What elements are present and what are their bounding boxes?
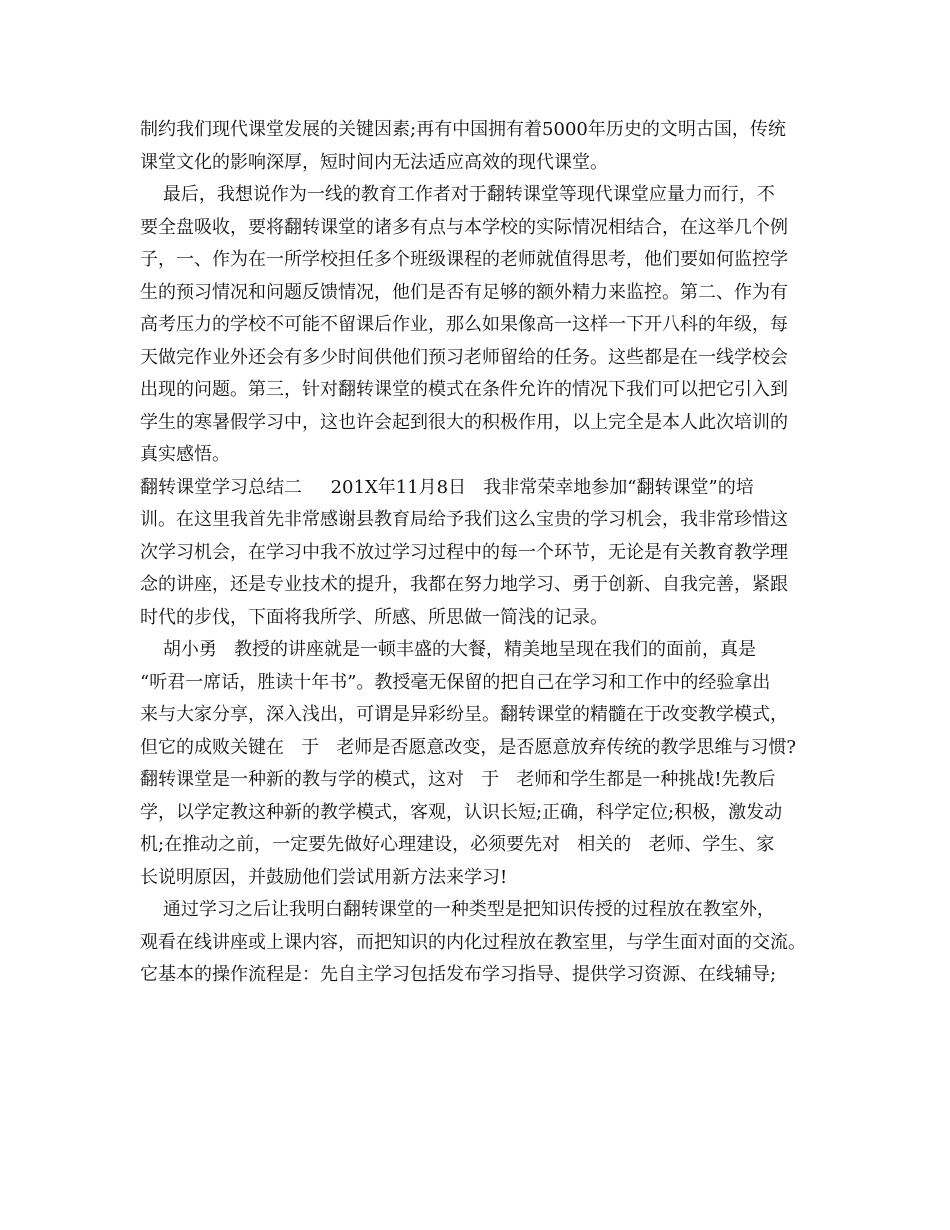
text-line: 时代的步伐，下面将我所学、所感、所思做一简浅的记录。: [140, 606, 608, 628]
text-line: 高考压力的学校不可能不留课后作业，那么如果像高一这样一下开八科的年级，每: [140, 314, 788, 335]
body-text: [140, 114, 830, 992]
text-line: 生的预习情况和问题反馈情况，他们是否有足够的额外精力来监控。第二、作为有: [140, 281, 788, 303]
text-line: 翻转课堂是一种新的教与学的模式，这对 于 老师和学生都是一种挑战!先教后: [140, 769, 776, 790]
text-line: 学生的寒暑假学习中，这也许会起到很大的积极作用，以上完全是本人此次培训的: [140, 411, 788, 433]
text-line: 最后，我想说作为一线的教育工作者对于翻转课堂等现代课堂应量力而行，不: [140, 184, 775, 205]
text-line: 来与大家分享，深入浅出，可谓是异彩纷呈。翻转课堂的精髓在于改变教学模式，: [140, 704, 788, 725]
text-line: 制约我们现代课堂发展的关键因素;再有中国拥有着5000年历史的文明古国，传统: [140, 119, 786, 140]
text-line: 出现的问题。第三，针对翻转课堂的模式在条件允许的情况下我们可以把它引入到: [140, 379, 788, 400]
text-line: 真实感悟。: [140, 444, 230, 465]
text-line: 子，一、作为在一所学校担任多个班级课程的老师就值得思考，他们要如何监控学: [140, 249, 788, 270]
text-line: 通过学习之后让我明白翻转课堂的一种类型是把知识传授的过程放在教室外，: [140, 899, 775, 920]
text-line: 天做完作业外还会有多少时间供他们预习老师留给的任务。这些都是在一线学校会: [140, 346, 788, 368]
text-line: 要全盘吸收，要将翻转课堂的诸多有点与本学校的实际情况相结合，在这举几个例: [140, 216, 788, 238]
text-line: 长说明原因，并鼓励他们尝试用新方法来学习!: [140, 866, 508, 888]
text-line: 次学习机会，在学习中我不放过学习过程中的每一个环节，无论是有关教育教学理: [140, 541, 788, 563]
text-line: “听君一席话，胜读十年书”。教授毫无保留的把自己在学习和工作中的经验拿出: [140, 671, 771, 693]
text-line: 但它的成败关键在 于 老师是否愿意改变，是否愿意放弃传统的教学思维与习惯?: [140, 736, 796, 758]
text-line: 观看在线讲座或上课内容，而把知识的内化过程放在教室里，与学生面对面的交流。: [140, 931, 806, 953]
text-line: 机;在推动之前，一定要先做好心理建设，必须要先对 相关的 老师、学生、家: [140, 834, 775, 855]
text-line: 它基本的操作流程是：先自主学习包括发布学习指导、提供学习资源、在线辅导;: [140, 964, 777, 985]
text-line: 胡小勇 教授的讲座就是一顿丰盛的大餐，精美地呈现在我们的面前，真是: [140, 639, 757, 660]
text-line: 学，以学定教这种新的教学模式，客观，认识长短;正确，科学定位;积极，激发动: [140, 801, 783, 823]
text-line: 课堂文化的影响深厚，短时间内无法适应高效的现代课堂。: [140, 151, 608, 173]
text-line: 训。在这里我首先非常感谢县教育局给予我们这么宝贵的学习机会，我非常珍惜这: [140, 509, 788, 530]
text-line: 念的讲座，还是专业技术的提升，我都在努力地学习、勇于创新、自我完善，紧跟: [140, 574, 788, 595]
section-heading-line: 翻转课堂学习总结二 201X年11月8日 我非常荣幸地参加“翻转课堂”的培: [140, 476, 754, 498]
